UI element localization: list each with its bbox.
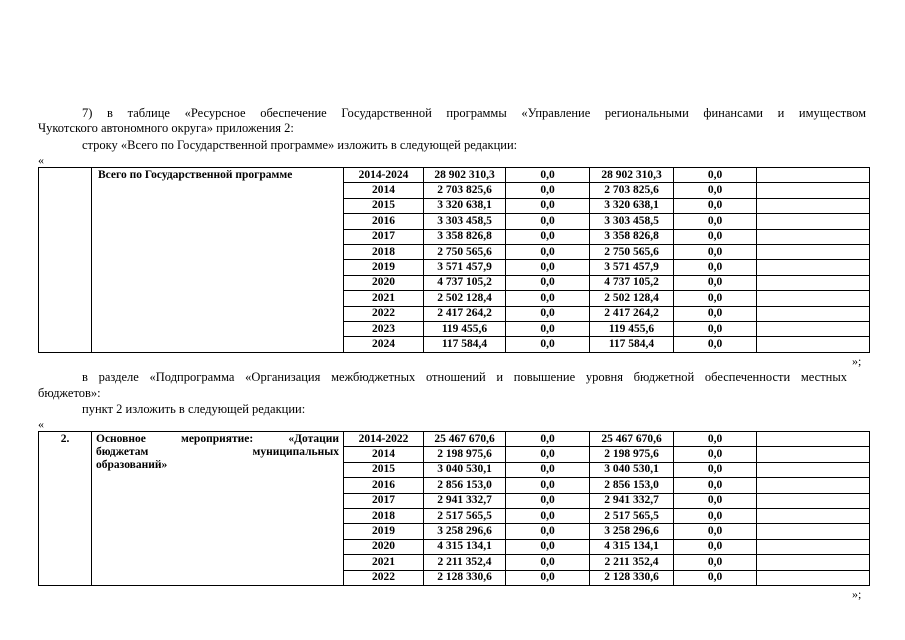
total-cell: 2 128 330,6 <box>424 570 506 585</box>
federal-cell: 0,0 <box>506 447 590 462</box>
empty-cell <box>757 198 870 213</box>
other-cell: 0,0 <box>674 275 757 290</box>
regional-cell: 2 703 825,6 <box>590 183 674 198</box>
year-cell: 2020 <box>344 275 424 290</box>
other-cell: 0,0 <box>674 198 757 213</box>
year-cell: 2016 <box>344 214 424 229</box>
other-cell: 0,0 <box>674 493 757 508</box>
federal-cell: 0,0 <box>506 493 590 508</box>
empty-cell <box>757 524 870 539</box>
item-name: Всего по Государственной программе <box>92 168 344 353</box>
federal-cell: 0,0 <box>506 275 590 290</box>
empty-cell <box>757 508 870 523</box>
resource-table-total <box>38 167 870 353</box>
year-cell: 2023 <box>344 321 424 336</box>
other-cell: 0,0 <box>674 432 757 447</box>
empty-cell <box>757 275 870 290</box>
other-cell: 0,0 <box>674 244 757 259</box>
federal-cell: 0,0 <box>506 306 590 321</box>
total-cell: 3 320 638,1 <box>424 198 506 213</box>
total-cell: 2 517 565,5 <box>424 508 506 523</box>
other-cell: 0,0 <box>674 524 757 539</box>
regional-cell: 3 320 638,1 <box>590 198 674 213</box>
empty-cell <box>757 432 870 447</box>
total-cell: 4 315 134,1 <box>424 539 506 554</box>
intro-line-2: Чукотского автономного округа» приложения 2: <box>38 121 294 135</box>
other-cell: 0,0 <box>674 183 757 198</box>
middle-line-1: в разделе «Подпрограмма «Организация межбюджетных отношений и повышение уровня бюджетной обеспеченности местных <box>82 370 847 384</box>
year-cell: 2016 <box>344 478 424 493</box>
regional-cell: 3 040 530,1 <box>590 462 674 477</box>
federal-cell: 0,0 <box>506 260 590 275</box>
total-cell: 119 455,6 <box>424 321 506 336</box>
federal-cell: 0,0 <box>506 508 590 523</box>
federal-cell: 0,0 <box>506 168 590 183</box>
item-name <box>92 432 344 586</box>
regional-cell: 28 902 310,3 <box>590 168 674 183</box>
other-cell: 0,0 <box>674 462 757 477</box>
regional-cell: 2 856 153,0 <box>590 478 674 493</box>
other-cell: 0,0 <box>674 478 757 493</box>
year-cell: 2020 <box>344 539 424 554</box>
federal-cell: 0,0 <box>506 183 590 198</box>
empty-cell <box>757 337 870 352</box>
year-cell: 2021 <box>344 291 424 306</box>
other-cell: 0,0 <box>674 539 757 554</box>
empty-cell <box>757 306 870 321</box>
total-cell: 2 941 332,7 <box>424 493 506 508</box>
intro-line-1: 7) в таблице «Ресурсное обеспечение Государственной программы «Управление региональными финансами и имуществом <box>82 106 866 120</box>
year-cell: 2014 <box>344 447 424 462</box>
other-cell: 0,0 <box>674 291 757 306</box>
item-name-line: бюджетам муниципальных <box>96 446 339 458</box>
federal-cell: 0,0 <box>506 432 590 447</box>
federal-cell: 0,0 <box>506 198 590 213</box>
empty-cell <box>757 447 870 462</box>
federal-cell: 0,0 <box>506 478 590 493</box>
federal-cell: 0,0 <box>506 462 590 477</box>
other-cell: 0,0 <box>674 337 757 352</box>
empty-cell <box>757 478 870 493</box>
year-cell: 2022 <box>344 570 424 585</box>
other-cell: 0,0 <box>674 321 757 336</box>
empty-cell <box>757 493 870 508</box>
other-cell: 0,0 <box>674 229 757 244</box>
year-cell: 2014 <box>344 183 424 198</box>
total-cell: 3 571 457,9 <box>424 260 506 275</box>
year-cell: 2014-2022 <box>344 432 424 447</box>
other-cell: 0,0 <box>674 168 757 183</box>
regional-cell: 2 502 128,4 <box>590 291 674 306</box>
empty-cell <box>757 229 870 244</box>
regional-cell: 4 315 134,1 <box>590 539 674 554</box>
empty-cell <box>757 570 870 585</box>
other-cell: 0,0 <box>674 306 757 321</box>
empty-cell <box>757 168 870 183</box>
other-cell: 0,0 <box>674 447 757 462</box>
total-cell: 2 211 352,4 <box>424 555 506 570</box>
year-cell: 2018 <box>344 508 424 523</box>
empty-cell <box>757 555 870 570</box>
year-cell: 2018 <box>344 244 424 259</box>
total-cell: 3 258 296,6 <box>424 524 506 539</box>
total-cell: 117 584,4 <box>424 337 506 352</box>
total-cell: 2 703 825,6 <box>424 183 506 198</box>
year-cell: 2022 <box>344 306 424 321</box>
regional-cell: 2 517 565,5 <box>590 508 674 523</box>
table-row <box>39 168 870 183</box>
federal-cell: 0,0 <box>506 291 590 306</box>
federal-cell: 0,0 <box>506 555 590 570</box>
year-cell: 2017 <box>344 229 424 244</box>
total-cell: 4 737 105,2 <box>424 275 506 290</box>
federal-cell: 0,0 <box>506 244 590 259</box>
year-cell: 2015 <box>344 462 424 477</box>
total-cell: 2 750 565,6 <box>424 244 506 259</box>
middle-line-2: бюджетов»: <box>38 386 101 400</box>
empty-cell <box>757 321 870 336</box>
regional-cell: 117 584,4 <box>590 337 674 352</box>
other-cell: 0,0 <box>674 214 757 229</box>
other-cell: 0,0 <box>674 508 757 523</box>
year-cell: 2017 <box>344 493 424 508</box>
empty-cell <box>757 291 870 306</box>
federal-cell: 0,0 <box>506 570 590 585</box>
regional-cell: 3 303 458,5 <box>590 214 674 229</box>
regional-cell: 3 258 296,6 <box>590 524 674 539</box>
total-cell: 3 358 826,8 <box>424 229 506 244</box>
total-cell: 2 198 975,6 <box>424 447 506 462</box>
year-cell: 2024 <box>344 337 424 352</box>
year-cell: 2021 <box>344 555 424 570</box>
total-cell: 3 303 458,5 <box>424 214 506 229</box>
total-cell: 3 040 530,1 <box>424 462 506 477</box>
total-cell: 28 902 310,3 <box>424 168 506 183</box>
empty-cell <box>757 244 870 259</box>
item-name-line: Основное мероприятие: «Дотации <box>96 433 339 445</box>
year-cell: 2019 <box>344 260 424 275</box>
regional-cell: 2 750 565,6 <box>590 244 674 259</box>
regional-cell: 3 358 826,8 <box>590 229 674 244</box>
intro-line-3: строку «Всего по Государственной программе» изложить в следующей редакции: <box>82 138 518 152</box>
regional-cell: 2 198 975,6 <box>590 447 674 462</box>
empty-cell <box>757 214 870 229</box>
regional-cell: 4 737 105,2 <box>590 275 674 290</box>
regional-cell: 2 211 352,4 <box>590 555 674 570</box>
empty-cell <box>757 260 870 275</box>
empty-cell <box>757 183 870 198</box>
regional-cell: 2 417 264,2 <box>590 306 674 321</box>
item-name-line: образований» <box>96 459 168 471</box>
year-cell: 2019 <box>344 524 424 539</box>
regional-cell: 119 455,6 <box>590 321 674 336</box>
empty-cell <box>757 462 870 477</box>
empty-cell <box>757 539 870 554</box>
year-cell: 2015 <box>344 198 424 213</box>
federal-cell: 0,0 <box>506 524 590 539</box>
item-name-text <box>96 433 339 472</box>
regional-cell: 25 467 670,6 <box>590 432 674 447</box>
regional-cell: 3 571 457,9 <box>590 260 674 275</box>
regional-cell: 2 941 332,7 <box>590 493 674 508</box>
year-cell: 2014-2024 <box>344 168 424 183</box>
total-cell: 25 467 670,6 <box>424 432 506 447</box>
federal-cell: 0,0 <box>506 229 590 244</box>
quote-open-1: « <box>38 153 44 167</box>
total-cell: 2 502 128,4 <box>424 291 506 306</box>
total-cell: 2 856 153,0 <box>424 478 506 493</box>
federal-cell: 0,0 <box>506 214 590 229</box>
quote-close-1: »; <box>852 354 862 368</box>
table-row <box>39 432 870 447</box>
federal-cell: 0,0 <box>506 337 590 352</box>
other-cell: 0,0 <box>674 260 757 275</box>
federal-cell: 0,0 <box>506 539 590 554</box>
total-cell: 2 417 264,2 <box>424 306 506 321</box>
item-number <box>39 168 92 353</box>
middle-line-3: пункт 2 изложить в следующей редакции: <box>82 402 306 416</box>
subprogram-table-item-2 <box>38 431 870 586</box>
item-number: 2. <box>39 432 92 586</box>
federal-cell: 0,0 <box>506 321 590 336</box>
regional-cell: 2 128 330,6 <box>590 570 674 585</box>
quote-open-2: « <box>38 417 44 431</box>
other-cell: 0,0 <box>674 570 757 585</box>
quote-close-2: »; <box>852 587 862 601</box>
other-cell: 0,0 <box>674 555 757 570</box>
